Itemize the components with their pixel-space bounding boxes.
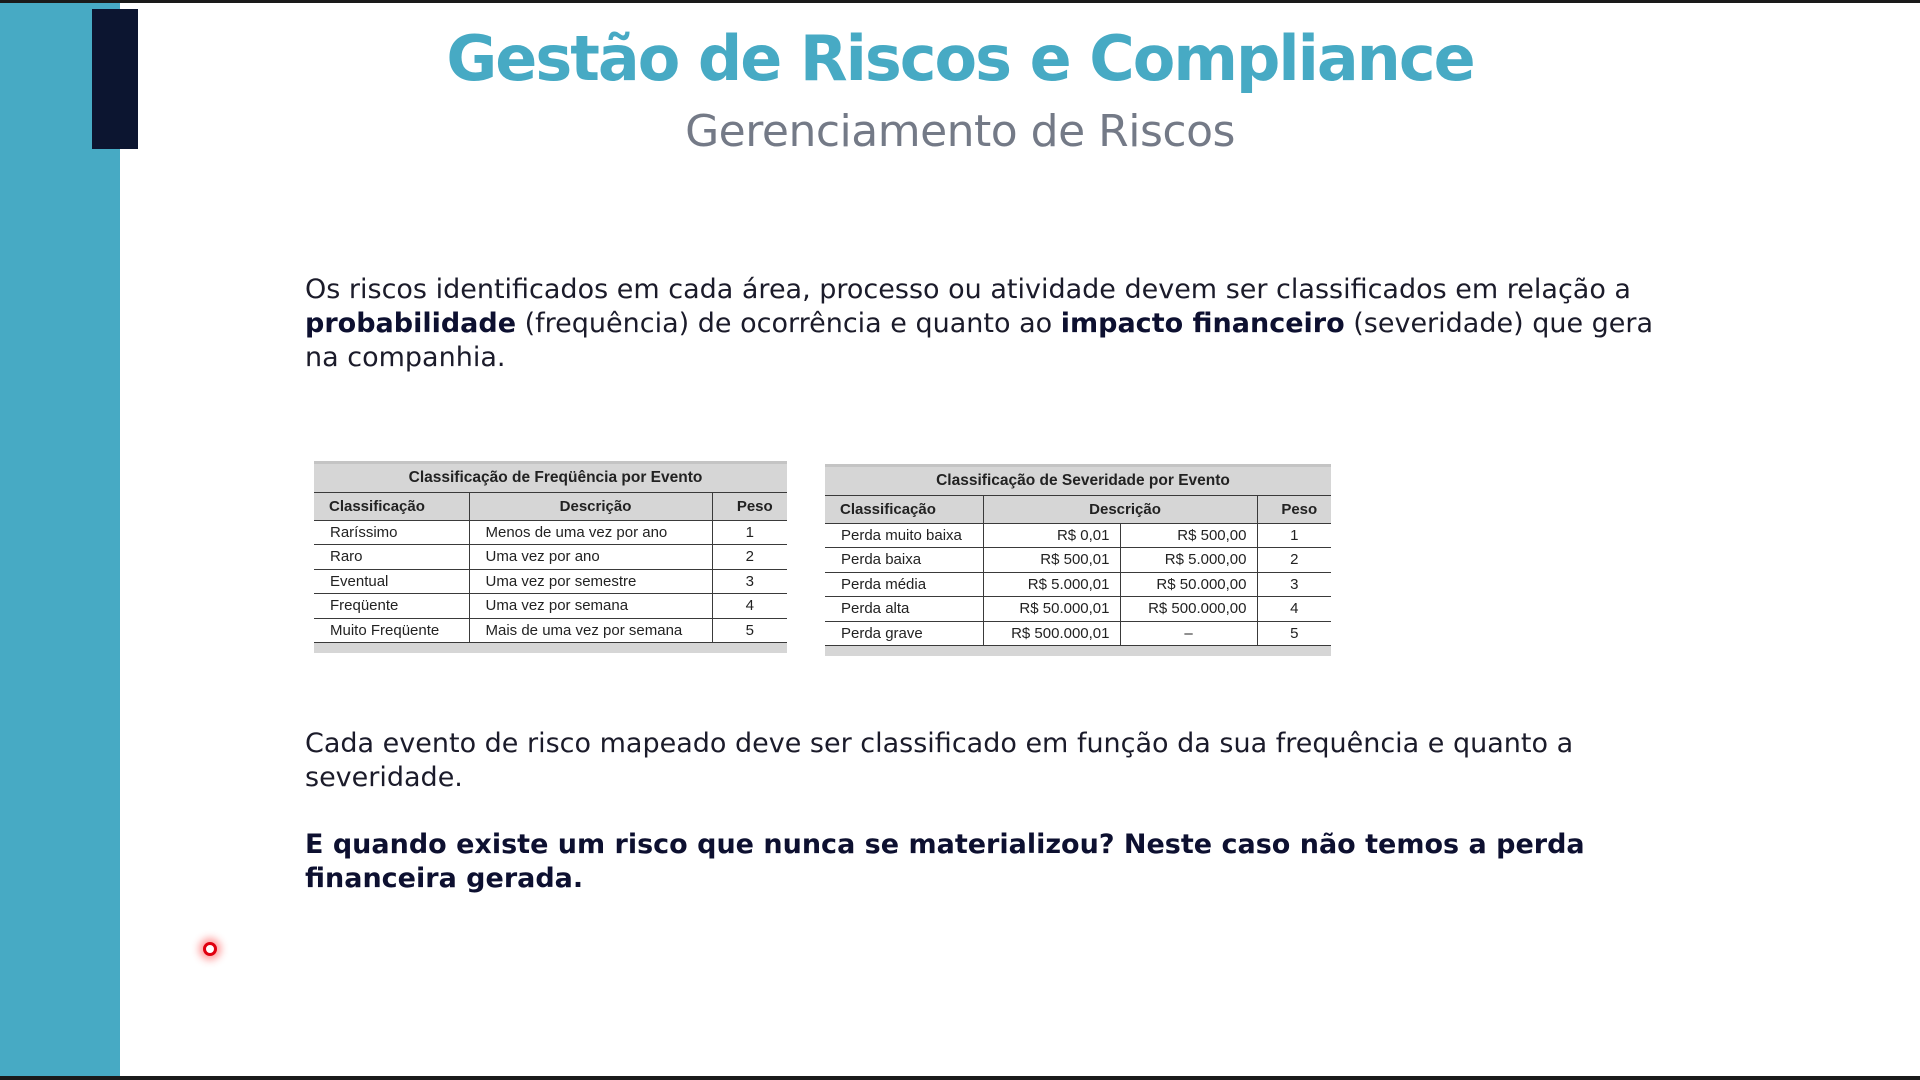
severity-header-descricao: Descrição: [983, 495, 1257, 523]
slide-title: Gestão de Riscos e Compliance: [446, 22, 1474, 95]
frequency-header-descricao: Descrição: [469, 492, 712, 520]
frequency-cell-descricao: Mais de uma vez por semana: [469, 618, 712, 643]
severity-header-peso: Peso: [1257, 495, 1331, 523]
severity-cell-peso: 3: [1257, 572, 1331, 597]
intro-bold-impacto: impacto financeiro: [1060, 308, 1345, 339]
frequency-cell-peso: 3: [712, 569, 787, 594]
severity-cell-classificacao: Perda grave: [825, 621, 983, 646]
classification-paragraph: Cada evento de risco mapeado deve ser classificado em função da sua frequência e quanto a severidade.: [305, 728, 1574, 793]
frequency-cell-peso: 1: [712, 520, 787, 545]
side-dark-block: [92, 9, 138, 149]
table-row: [825, 621, 1331, 646]
frequency-cell-classificacao: Muito Freqüente: [314, 618, 469, 643]
severity-cell-classificacao: Perda baixa: [825, 548, 983, 573]
bottom-border: [0, 1076, 1920, 1080]
severity-cell-classificacao: Perda alta: [825, 597, 983, 622]
table-row: [825, 523, 1331, 548]
frequency-cell-classificacao: Freqüente: [314, 594, 469, 619]
severity-cell-classificacao: Perda muito baixa: [825, 523, 983, 548]
severity-cell-min: R$ 5.000,01: [983, 572, 1120, 597]
severity-cell-max: –: [1120, 621, 1257, 646]
frequency-header-classificacao: Classificação: [314, 492, 469, 520]
laser-pointer-icon: [203, 942, 217, 956]
severity-cell-min: R$ 50.000,01: [983, 597, 1120, 622]
table-row: [314, 594, 787, 619]
side-accent-bar: [0, 3, 120, 1076]
severity-cell-classificacao: Perda média: [825, 572, 983, 597]
severity-cell-min: R$ 500,01: [983, 548, 1120, 573]
question-paragraph: E quando existe um risco que nunca se materializou? Neste caso não temos a perda financeira gerada.: [305, 829, 1585, 894]
intro-bold-probabilidade: probabilidade: [305, 308, 517, 339]
table-row: [825, 572, 1331, 597]
frequency-cell-peso: 2: [712, 545, 787, 570]
frequency-cell-descricao: Uma vez por semestre: [469, 569, 712, 594]
intro-text-1: Os riscos identificados em cada área, processo ou atividade devem ser classificados em relação a: [305, 274, 1631, 305]
frequency-header-peso: Peso: [712, 492, 787, 520]
table-row: [825, 548, 1331, 573]
severity-cell-min: R$ 500.000,01: [983, 621, 1120, 646]
frequency-cell-descricao: Uma vez por semana: [469, 594, 712, 619]
severity-cell-peso: 5: [1257, 621, 1331, 646]
severity-cell-max: R$ 500.000,00: [1120, 597, 1257, 622]
frequency-cell-descricao: Menos de uma vez por ano: [469, 520, 712, 545]
table-row: [314, 520, 787, 545]
severity-cell-max: R$ 5.000,00: [1120, 548, 1257, 573]
severity-cell-peso: 1: [1257, 523, 1331, 548]
intro-text-3: (severidade) que gera na companhia.: [305, 308, 1654, 373]
intro-text-2: (frequência) de ocorrência e quanto ao: [516, 308, 1061, 339]
severity-table-panel: [825, 464, 1331, 656]
severity-table: [825, 467, 1331, 646]
top-border: [0, 0, 1920, 3]
severity-cell-peso: 2: [1257, 548, 1331, 573]
frequency-table-panel: [314, 461, 787, 653]
frequency-cell-classificacao: Eventual: [314, 569, 469, 594]
frequency-cell-descricao: Uma vez por ano: [469, 545, 712, 570]
intro-paragraph: [305, 273, 1685, 375]
frequency-cell-classificacao: Raro: [314, 545, 469, 570]
slide-subtitle: Gerenciamento de Riscos: [685, 106, 1235, 157]
table-row: [314, 569, 787, 594]
severity-cell-max: R$ 500,00: [1120, 523, 1257, 548]
severity-cell-min: R$ 0,01: [983, 523, 1120, 548]
table-row: [825, 597, 1331, 622]
severity-cell-peso: 4: [1257, 597, 1331, 622]
frequency-table: [314, 464, 787, 643]
frequency-cell-peso: 5: [712, 618, 787, 643]
severity-cell-max: R$ 50.000,00: [1120, 572, 1257, 597]
table-row: [314, 618, 787, 643]
table-row: [314, 545, 787, 570]
frequency-cell-classificacao: Raríssimo: [314, 520, 469, 545]
severity-header-classificacao: Classificação: [825, 495, 983, 523]
frequency-cell-peso: 4: [712, 594, 787, 619]
severity-table-caption: Classificação de Severidade por Evento: [825, 467, 1331, 495]
frequency-table-caption: Classificação de Freqüência por Evento: [314, 464, 787, 492]
